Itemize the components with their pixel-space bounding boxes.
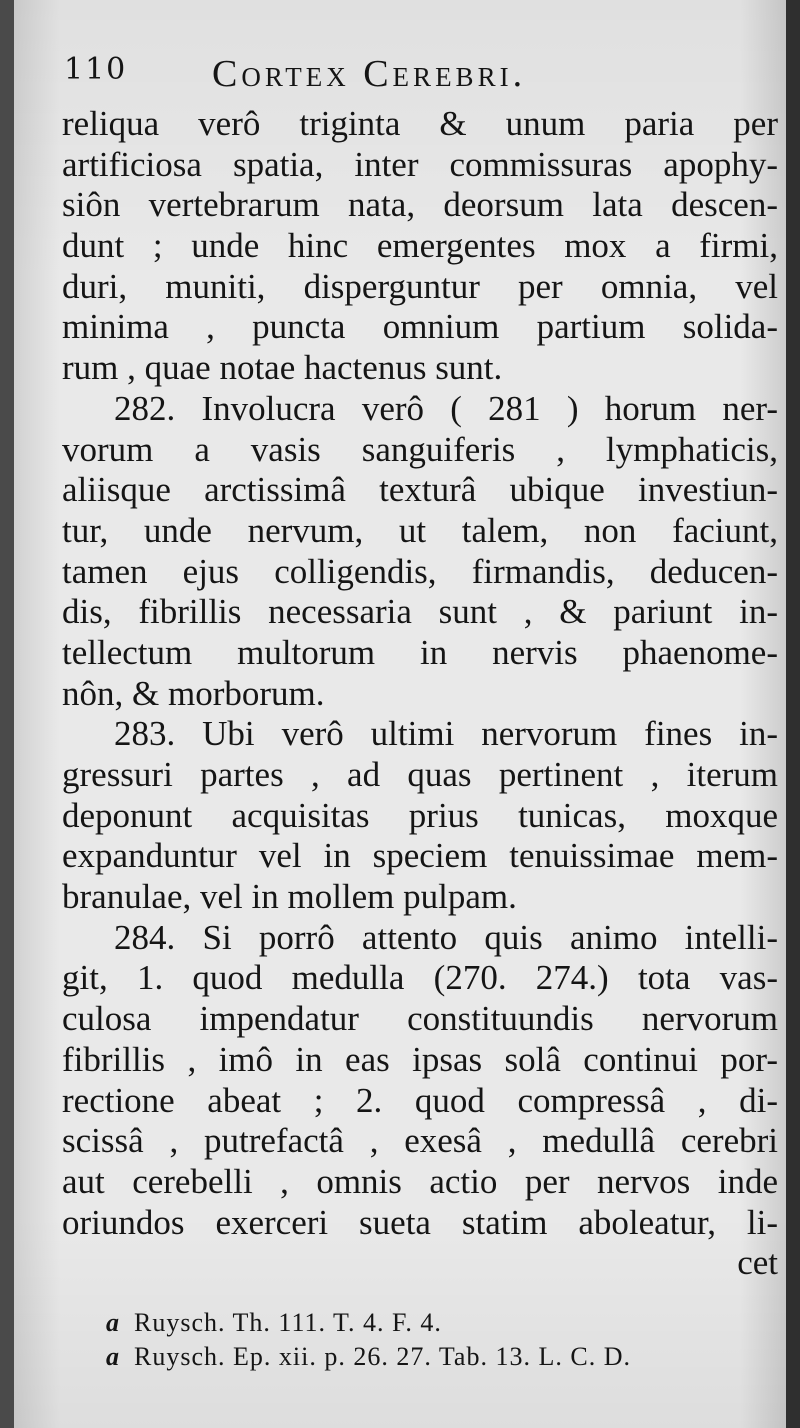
text-line: tur, unde nervum, ut talem, non faciunt,: [62, 510, 778, 550]
paragraph-283-start: 283. Ubi verô ultimi nervorum fines in-: [114, 714, 778, 754]
text-line: branulae, vel in mollem pulpam.: [62, 877, 517, 917]
footnote-mark: a: [106, 1308, 120, 1337]
paragraph-284-start: 284. Si porrô attento quis animo intelli-: [114, 917, 778, 957]
body-text: [62, 104, 778, 1284]
book-page: [14, 0, 786, 1428]
footnote-text: Ruysch. Th. 111. T. 4. F. 4.: [134, 1308, 442, 1337]
footnote: [106, 1306, 746, 1340]
page-header: [64, 52, 664, 96]
text-line: fibrillis , imô in eas ipsas solâ continui por-: [62, 1039, 778, 1079]
text-line: minima , puncta omnium partium solida-: [62, 307, 778, 347]
text-line: dis, fibrillis necessaria sunt , & pariunt in-: [62, 592, 778, 632]
text-line: nôn, & morborum.: [62, 673, 325, 713]
text-line: oriundos exerceri sueta statim aboleatur, li-: [62, 1202, 778, 1242]
text-line: scissâ , putrefactâ , exesâ , medullâ cerebri: [62, 1121, 778, 1161]
footnote-text: Ruysch. Ep. xii. p. 26. 27. Tab. 13. L. C. D.: [134, 1342, 631, 1371]
text-line: git, 1. quod medulla (270. 274.) tota vas-: [62, 958, 778, 998]
footnote-mark: a: [106, 1342, 120, 1371]
text-line: aliisque arctissimâ texturâ ubique investiun-: [62, 470, 778, 510]
text-line: siôn vertebrarum nata, deorsum lata descen-: [62, 185, 778, 225]
text-line: deponunt acquisitas prius tunicas, moxque: [62, 795, 778, 835]
text-line: rum , quae notae hactenus sunt.: [62, 348, 503, 388]
text-line: expanduntur vel in speciem tenuissimae mem-: [62, 836, 778, 876]
text-line: vorum a vasis sanguiferis , lymphaticis,: [62, 429, 778, 469]
text-line: dunt ; unde hinc emergentes mox a firmi,: [62, 226, 778, 266]
text-line: tamen ejus colligendis, firmandis, deducen-: [62, 551, 778, 591]
text-line: artificiosa spatia, inter commissuras apophy-: [62, 144, 778, 184]
text-line: reliqua verô triginta & unum paria per: [62, 104, 778, 143]
page-edge-shadow: [786, 0, 800, 1428]
text-line: gressuri partes , ad quas pertinent , iterum: [62, 755, 778, 794]
catchword: cet: [737, 1243, 778, 1283]
paragraph-282-start: 282. Involucra verô ( 281 ) horum ner-: [114, 388, 778, 428]
running-title: Cortex Cerebri.: [212, 53, 527, 95]
footnotes: [106, 1306, 746, 1374]
text-line: tellectum multorum in nervis phaenome-: [62, 632, 778, 672]
text-line: rectione abeat ; 2. quod compressâ , di-: [62, 1080, 778, 1120]
text-line: duri, muniti, disperguntur per omnia, vel: [62, 266, 778, 306]
footnote: [106, 1340, 746, 1374]
page-number: 110: [64, 52, 128, 87]
text-line: culosa impendatur constituundis nervorum: [62, 999, 778, 1039]
text-line: aut cerebelli , omnis actio per nervos inde: [62, 1161, 778, 1201]
